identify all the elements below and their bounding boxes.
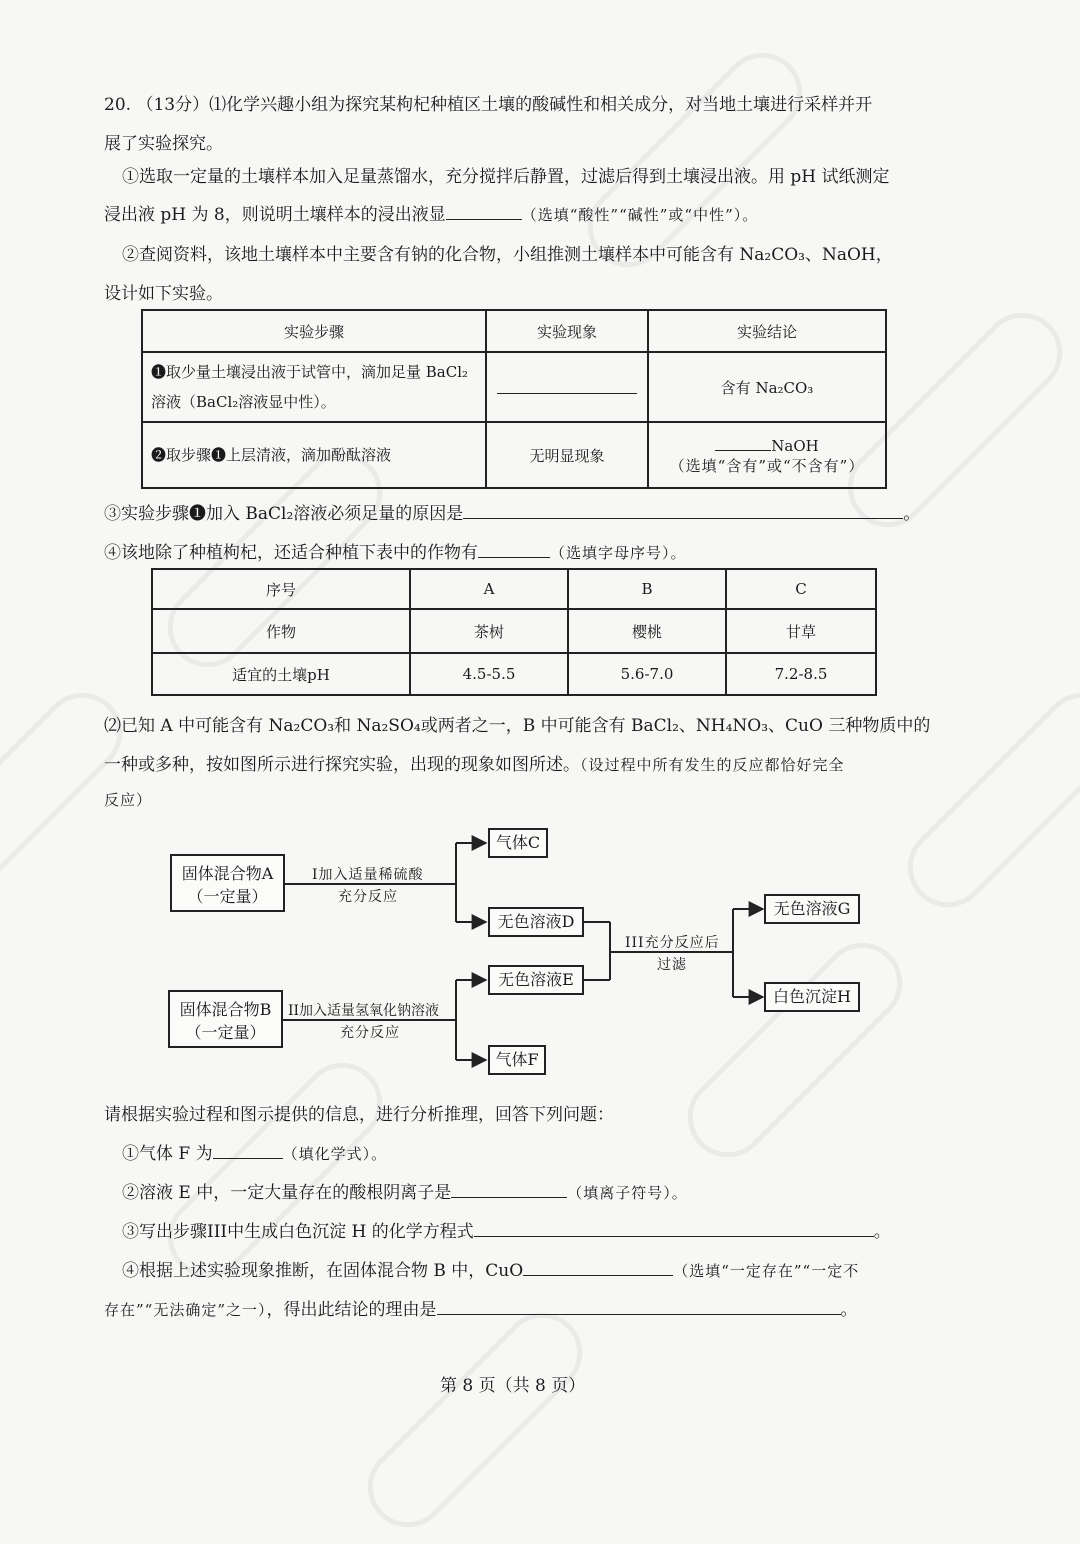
analysis-q3-text: ③写出步骤III中生成白色沉淀 H 的化学方程式 — [122, 1222, 474, 1242]
box-mixture-a-line1: 固体混合物A — [181, 864, 274, 883]
paragraph-4-hint: （选填字母序号）。 — [550, 544, 687, 562]
analysis-q1 — [122, 1139, 387, 1164]
box-gas-c: 气体C — [488, 828, 548, 858]
crop-cell: 5.6-7.0 — [568, 653, 726, 695]
analysis-q4-end: 。 — [840, 1300, 858, 1320]
box-solution-g: 无色溶液G — [764, 894, 860, 924]
paragraph-4-text: ④该地除了种植枸杞，还适合种植下表中的作物有 — [104, 543, 478, 563]
crop-cell: C — [726, 569, 876, 609]
paragraph-2b: 设计如下实验。 — [104, 284, 223, 304]
analysis-q3 — [122, 1217, 891, 1242]
box-solution-e: 无色溶液E — [488, 965, 584, 995]
answer-blank-anion[interactable] — [451, 1181, 567, 1198]
answer-blank-cuo[interactable] — [523, 1259, 673, 1276]
crop-cell: 序号 — [152, 569, 410, 609]
row2-conclusion-b: （选填“含有”或“不含有”） — [669, 457, 865, 475]
step2-label: II加入适量氢氧化钠溶液 — [288, 1003, 440, 1019]
crop-cell: 茶树 — [410, 609, 568, 653]
part2-b-text: 一种或多种，按如图所示进行探究实验，出现的现象如图所述。 — [104, 755, 580, 775]
header-step: 实验步骤 — [142, 310, 486, 352]
answer-blank-gas-f[interactable] — [213, 1142, 283, 1159]
crop-cell: B — [568, 569, 726, 609]
crop-cell: 作物 — [152, 609, 410, 653]
analysis-q3-end: 。 — [873, 1222, 891, 1242]
step1-label: I加入适量稀硫酸 — [312, 867, 424, 883]
part2-c: 反应） — [104, 791, 153, 809]
analysis-q4a — [122, 1256, 859, 1281]
analysis-q4b-hint: 存在”“无法确定”之一） — [104, 1301, 267, 1319]
part2-a: ⑵已知 A 中可能含有 Na₂CO₃和 Na₂SO₄或两者之一，B 中可能含有 BaCl₂、NH₄NO₃、CuO 三种物质中的 — [104, 716, 931, 736]
crop-cell: 适宜的土壤pH — [152, 653, 410, 695]
row1-step-a: ❶取少量土壤浸出液于试管中，滴加足量 BaCl₂ — [151, 363, 469, 381]
analysis-q1-hint: （填化学式）。 — [282, 1145, 388, 1163]
analysis-q4a-text: ④根据上述实验现象推断，在固体混合物 B 中，CuO — [122, 1261, 524, 1281]
paragraph-3-text: ③实验步骤❶加入 BaCl₂溶液必须足量的原因是 — [104, 504, 464, 524]
analysis-q4b-text: ，得出此结论的理由是 — [266, 1300, 437, 1320]
paragraph-2a: ②查阅资料，该地土壤样本中主要含有钠的化合物，小组推测土壤样本中可能含有 Na₂CO₃、NaOH， — [122, 245, 893, 265]
paragraph-1b-hint: （选填“酸性”“碱性”或“中性”）。 — [521, 206, 759, 224]
paragraph-3-end: 。 — [903, 504, 921, 524]
analysis-q4b — [104, 1295, 858, 1320]
row2-step: ❷取步骤❶上层清液，滴加酚酞溶液 — [142, 422, 486, 488]
row2-conclusion-a: NaOH — [771, 437, 819, 455]
crop-cell: 4.5-5.5 — [410, 653, 568, 695]
box-gas-f: 气体F — [488, 1045, 546, 1075]
row1-step-b: 溶液（BaCl₂溶液显中性）。 — [151, 393, 336, 411]
question-header-cont: 展了实验探究。 — [104, 134, 223, 154]
row2-phenomenon: 无明显现象 — [486, 422, 648, 488]
answer-blank-equation[interactable] — [474, 1220, 874, 1237]
crop-cell: A — [410, 569, 568, 609]
box-mixture-b — [168, 990, 283, 1048]
analysis-intro: 请根据实验过程和图示提供的信息，进行分析推理，回答下列问题： — [104, 1105, 614, 1125]
analysis-q1-text: ①气体 F 为 — [122, 1144, 213, 1164]
step2-label-b: 充分反应 — [340, 1025, 400, 1041]
box-precipitate-h: 白色沉淀H — [764, 982, 860, 1012]
step3-label-b: 过滤 — [657, 957, 687, 973]
analysis-q2-text: ②溶液 E 中，一定大量存在的酸根阴离子是 — [122, 1183, 452, 1203]
box-mixture-b-line1: 固体混合物B — [179, 1000, 272, 1019]
crop-cell: 甘草 — [726, 609, 876, 653]
analysis-q2 — [122, 1178, 688, 1203]
answer-blank-cuo-reason[interactable] — [437, 1298, 841, 1315]
question-header: 20. （13分）⑴化学兴趣小组为探究某枸杞种植区土壤的酸碱性和相关成分，对当地土壤进行采样并开 — [104, 95, 873, 115]
box-mixture-a-line2: （一定量） — [187, 887, 268, 906]
part2-b-hint: （设过程中所有发生的反应都恰好完全 — [580, 756, 845, 774]
paragraph-1a: ①选取一定量的土壤样本加入足量蒸馏水，充分搅拌后静置，过滤后得到土壤浸出液。用 pH 试纸测定 — [122, 167, 890, 187]
box-mixture-a — [170, 854, 285, 912]
crop-cell: 7.2-8.5 — [726, 653, 876, 695]
analysis-q4a-hint: （选填“一定存在”“一定不 — [673, 1262, 860, 1280]
header-phenomenon: 实验现象 — [486, 310, 648, 352]
step1-label-b: 充分反应 — [338, 889, 398, 905]
step3-label: III充分反应后 — [625, 935, 720, 951]
analysis-q2-hint: （填离子符号）。 — [567, 1184, 688, 1202]
paragraph-1b-text: 浸出液 pH 为 8，则说明土壤样本的浸出液显 — [104, 205, 446, 225]
crop-cell: 樱桃 — [568, 609, 726, 653]
box-mixture-b-line2: （一定量） — [185, 1023, 266, 1042]
box-solution-d: 无色溶液D — [488, 907, 584, 937]
header-conclusion: 实验结论 — [648, 310, 886, 352]
page-footer: 第 8 页（共 8 页） — [440, 1376, 586, 1396]
row1-conclusion: 含有 Na₂CO₃ — [648, 352, 886, 422]
